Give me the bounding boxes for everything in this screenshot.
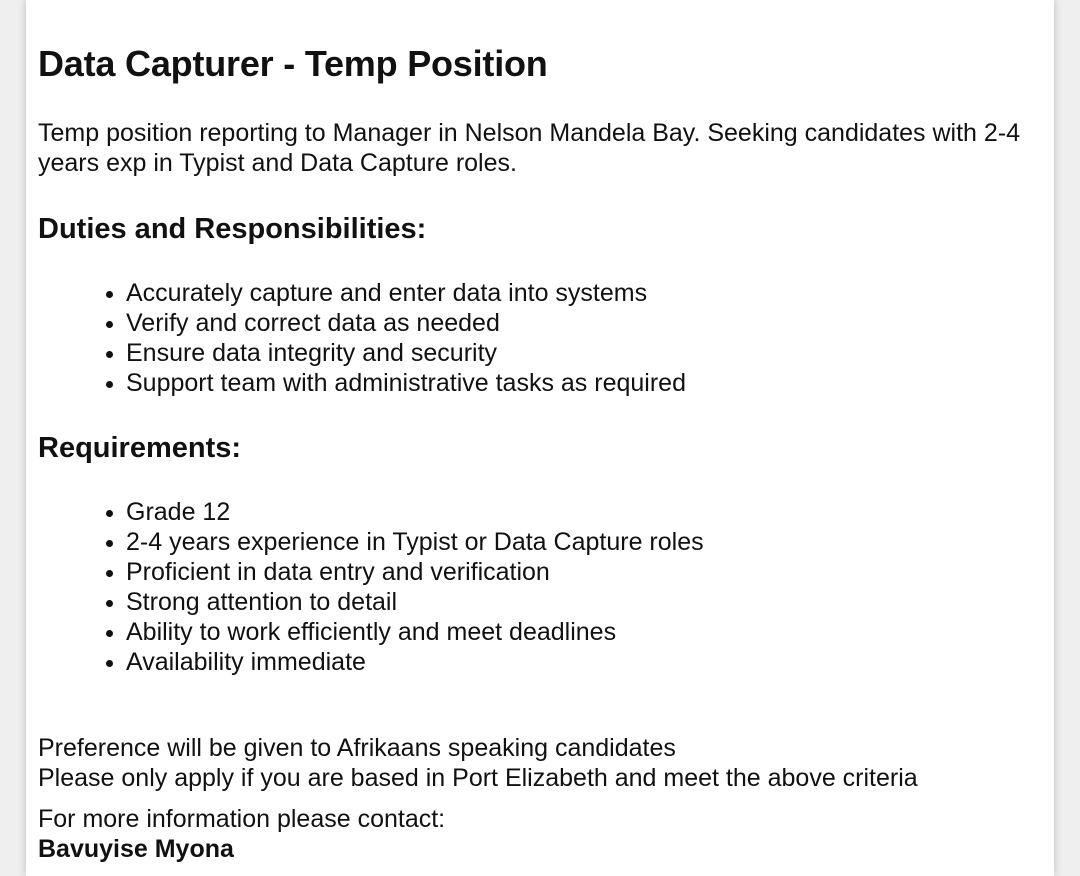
preference-note: Preference will be given to Afrikaans speaking candidates	[38, 734, 676, 762]
contact-name: Bavuyise Myona	[38, 835, 234, 863]
requirement-item: Ability to work efficiently and meet deadlines	[126, 617, 704, 647]
requirement-item: Grade 12	[126, 497, 704, 527]
duty-item: Verify and correct data as needed	[126, 308, 686, 338]
job-posting-page	[26, 0, 1054, 876]
duty-item: Accurately capture and enter data into systems	[126, 278, 686, 308]
requirements-list	[38, 497, 704, 677]
duty-item: Support team with administrative tasks as required	[126, 369, 686, 397]
requirement-item: Proficient in data entry and verification	[126, 557, 704, 587]
job-title: Data Capturer - Temp Position	[38, 43, 548, 84]
requirement-item: Availability immediate	[126, 647, 704, 677]
location-note: Please only apply if you are based in Port Elizabeth and meet the above criteria	[38, 764, 918, 792]
job-intro: Temp position reporting to Manager in Nelson Mandela Bay. Seeking candidates with 2-4 years exp in Typist and Data Capture roles.	[38, 119, 1021, 177]
duty-item: Ensure data integrity and security	[126, 338, 686, 368]
requirement-item: Strong attention to detail	[126, 587, 704, 617]
duties-list	[38, 278, 686, 398]
requirement-item: 2-4 years experience in Typist or Data Capture roles	[126, 528, 704, 556]
requirements-heading: Requirements:	[38, 432, 242, 464]
contact-label: For more information please contact:	[38, 805, 446, 833]
duties-heading: Duties and Responsibilities:	[38, 213, 427, 245]
